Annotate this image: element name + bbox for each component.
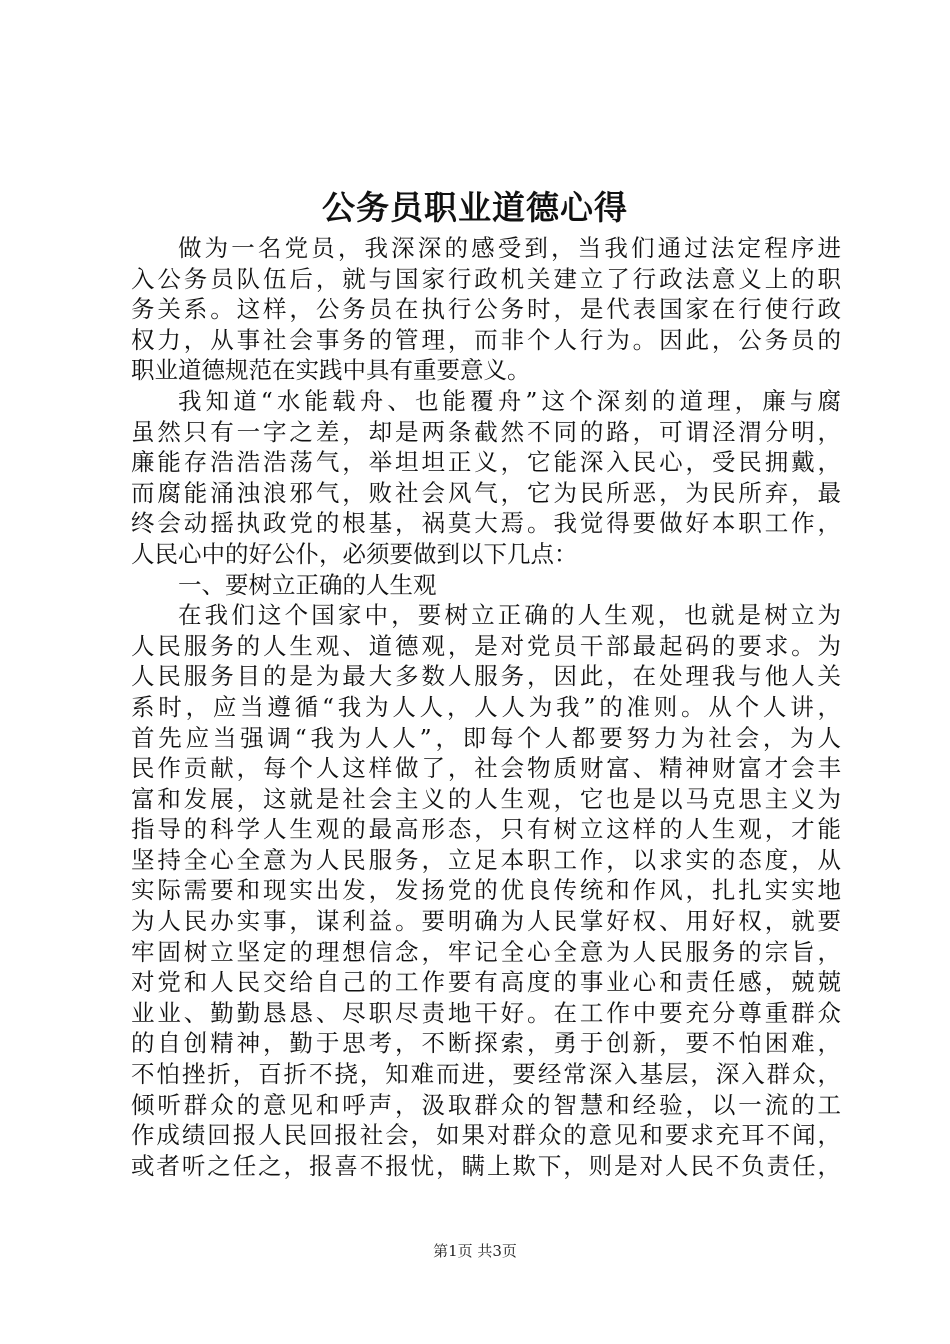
text-line: 人民心中的好公仆，必须要做到以下几点： [131, 539, 578, 568]
text-line: 指导的科学人生观的最高形态，只有树立这样的人生观，才能 [131, 815, 841, 844]
text-line: 入公务员队伍后，就与国家行政机关建立了行政法意义上的职 [131, 264, 841, 293]
text-line: 虽然只有一字之差，却是两条截然不同的路，可谓泾渭分明， [131, 417, 841, 446]
text-line: 牢固树立坚定的理想信念，牢记全心全意为人民服务的宗旨， [131, 937, 841, 966]
text-line: 务关系。这样，公务员在执行公务时，是代表国家在行使行政 [131, 295, 841, 324]
text-line: 作成绩回报人民回报社会，如果对群众的意见和要求充耳不闻， [131, 1121, 841, 1150]
text-line: 人民服务的人生观、道德观，是对党员干部最起码的要求。为 [131, 631, 841, 660]
page-footer: 第1页 共3页 [433, 1242, 517, 1260]
text-line: 终会动摇执政党的根基，祸莫大焉。我觉得要做好本职工作， [131, 509, 841, 538]
text-line: 系时，应当遵循“我为人人，人人为我”的准则。从个人讲， [131, 692, 841, 721]
text-line: 职业道德规范在实践中具有重要意义。 [131, 356, 531, 385]
text-line: 倾听群众的意见和呼声，汲取群众的智慧和经验，以一流的工 [131, 1090, 841, 1119]
text-line: 或者听之任之，报喜不报忧，瞒上欺下，则是对人民不负责任， [131, 1151, 841, 1180]
document-body [131, 233, 841, 1181]
text-line: 实际需要和现实出发，发扬党的优良传统和作风，扎扎实实地 [131, 876, 841, 905]
text-line: 廉能存浩浩浩荡气，举坦坦正义，它能深入民心，受民拥戴， [131, 448, 841, 477]
text-line: 做为一名党员，我深深的感受到，当我们通过法定程序进 [178, 234, 841, 262]
text-line: 为人民办实事，谋利益。要明确为人民掌好权、用好权，就要 [131, 907, 841, 936]
text-line: 的自创精神，勤于思考，不断探索，勇于创新，要不怕困难， [131, 1029, 841, 1058]
text-line: 对党和人民交给自己的工作要有高度的事业心和责任感，兢兢 [131, 968, 841, 997]
document-title: 公务员职业道德心得 [322, 188, 628, 227]
text-line: 我知道“水能载舟、也能覆舟”这个深刻的道理，廉与腐 [178, 386, 841, 415]
text-line: 而腐能涌浊浪邪气，败社会风气，它为民所恶，为民所弃，最 [131, 478, 841, 507]
text-line: 坚持全心全意为人民服务，立足本职工作，以求实的态度，从 [131, 845, 841, 874]
text-line: 不怕挫折，百折不挠，知难而进，要经常深入基层，深入群众， [131, 1060, 841, 1089]
text-line: 业业、勤勤恳恳、尽职尽责地干好。在工作中要充分尊重群众 [131, 998, 841, 1027]
text-line: 权力，从事社会事务的管理，而非个人行为。因此，公务员的 [131, 325, 841, 354]
text-line: 首先应当强调“我为人人”，即每个人都要努力为社会，为人 [131, 723, 841, 752]
text-line: 富和发展，这就是社会主义的人生观，它也是以马克思主义为 [131, 784, 841, 813]
text-line: 人民服务目的是为最大多数人服务，因此，在处理我与他人关 [131, 662, 841, 691]
text-line: 民作贡献，每个人这样做了，社会物质财富、精神财富才会丰 [131, 754, 841, 783]
text-line: 在我们这个国家中，要树立正确的人生观，也就是树立为 [178, 601, 841, 630]
text-line: 一、要树立正确的人生观 [178, 570, 437, 599]
